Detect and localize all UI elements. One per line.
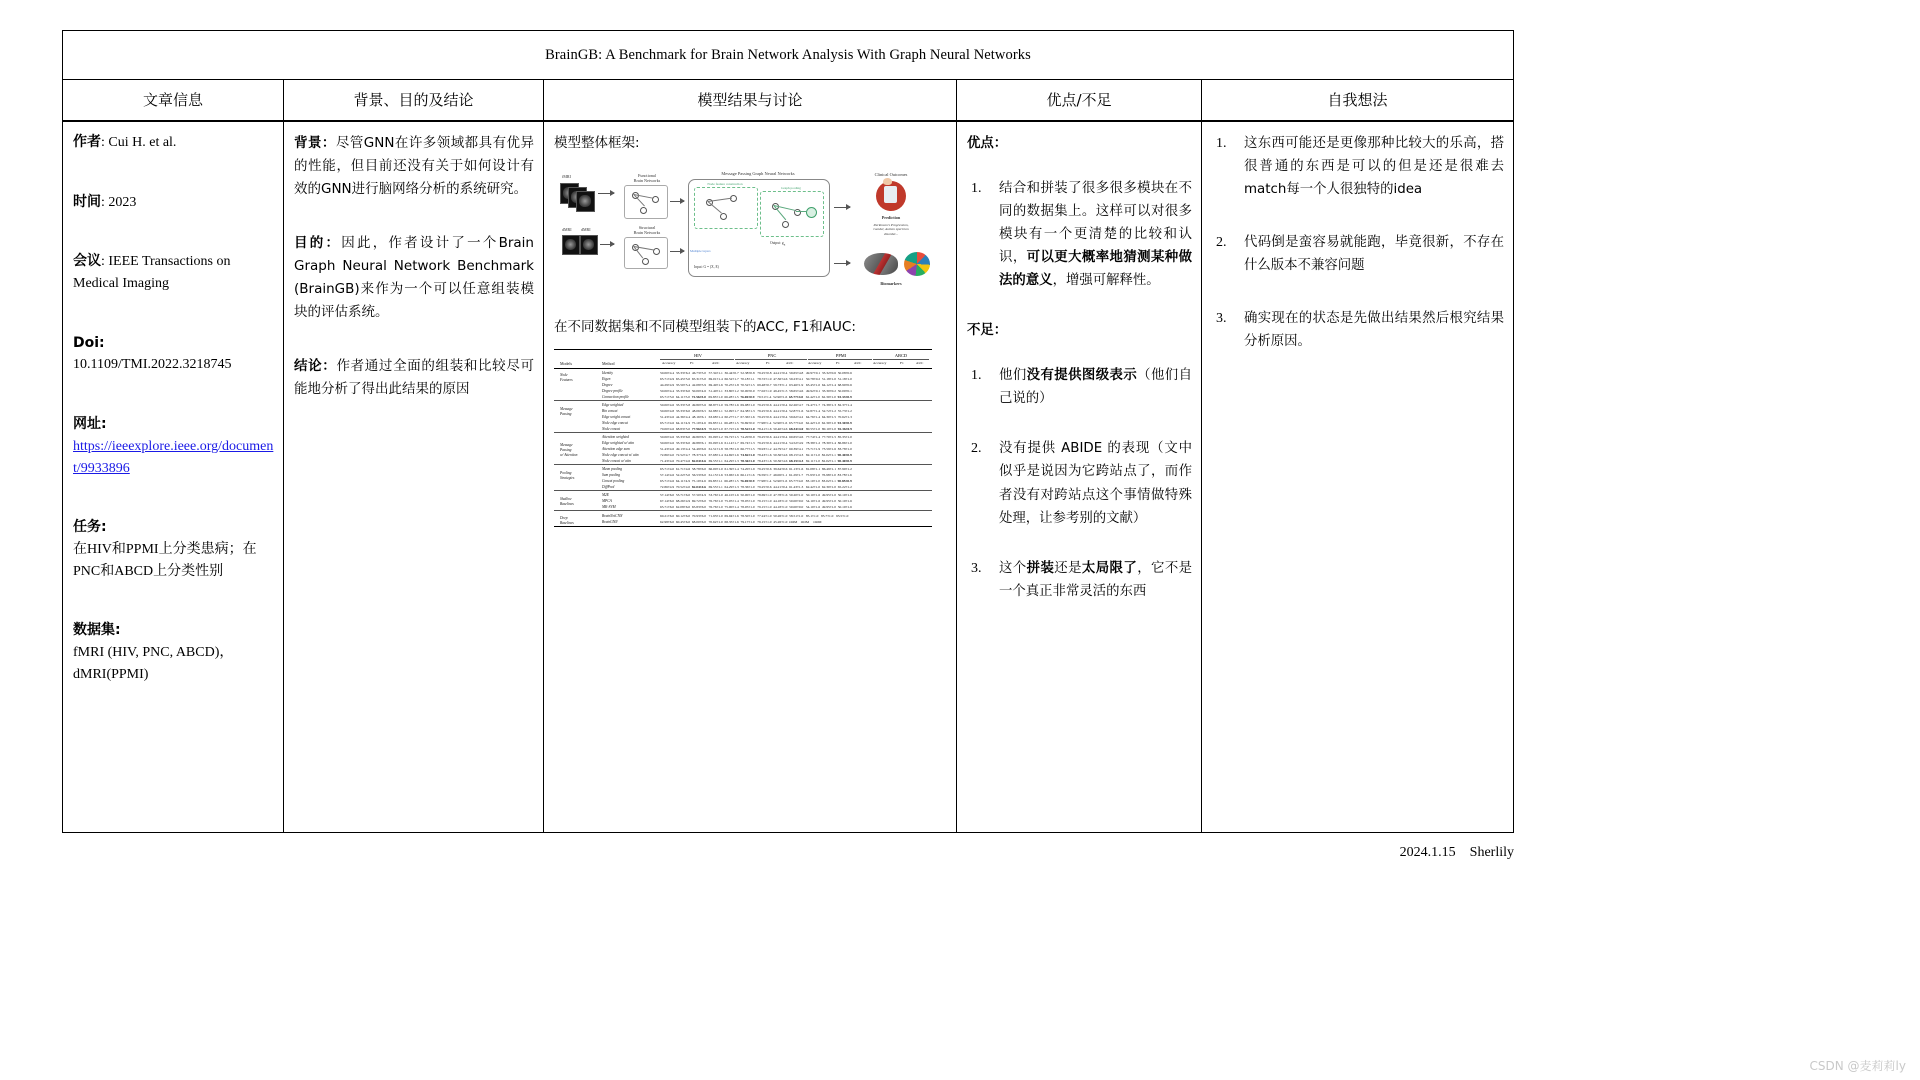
results-group-ppmi: PPMI [835,352,847,358]
label-output-g: Output: $g_n$ [770,240,786,247]
cell-results-discussion [544,122,957,832]
paragraph-purpose [294,232,534,325]
cons-list [967,364,1192,602]
cell-own-thoughts [1202,122,1513,832]
results-table-image: HIV PNC PPMI ABCD Models Method Accuracy F1 AUC Accuracy F1 AUC Accuracy F1 AUC Accuracy F1 AUC Node Features Identity Eigen Degree Degree profile Connection profile 50.00±4.4 33.33±6.2 46.73±5.0 57.34±1.1 36.44±0.7 52.38±0.8 79.25±0.8 44.21±0.4 59.65±4.8 49.97±0.1 33.32±0.6 50.08±0.6 65.71±4.9 65.45±5.0 65.31±5.0 69.01±1.4 66.52±1.7 70.18±1.1 78.72±1.9 47.36±4.6 59.23±4.1 50.78±0.2 51.18±1.0 51.18±1.0 44.29±4.9 35.50±5.4 42.08±5.9 69.49±1.6 70.25±1.8 70.52±1.5 69.48±0.7 59.73±1.1 63.46±1.9 63.45±1.0 64.12±1.4 68.90±0.6 50.00±4.4 33.33±6.0 50.00±4.6 51.40±1.1 33.80±1.2 50.00±0.0 77.02±1.9 49.45±1.5 58.65±4.6 49.92±0.1 33.30±0.2 50.00±0.1 65.71±5.0 64.11±5.0 72.56±5.0 69.83±1.0 66.28±1.5 76.69±0.9 79.51±1.4 52.90±1.6 65.77±4.0 62.42±1.0 62.30±1.0 93.33±0.9 Message Passing Edge weighted Bin concat Edge weight concat Node edge concat Node concat 50.00±4.6 33.33±5.8 49.80±5.6 68.87±1.0 59.78±1.6 69.98±1.0 79.25±0.6 44.21±0.4 62.26±4.7 74.47±1.7 74.38±1.3 82.37±1.4 50.00±4.8 33.33±6.0 48.06±6.5 62.88±1.1 52.09±1.7 64.38±1.3 79.25±0.6 44.21±0.4 52.87±1.6 52.87±1.4 52.72±1.2 55.73±1.2 51.43±4.6 44.36±4.4 48.16±6.1 63.68±1.4 60.27±1.7 67.36±1.6 79.25±0.6 44.21±0.4 59.62±4.2 64.76±1.4 64.30±1.5 70.62±1.3 65.71±4.6 64.11±4.9 75.10±4.6 69.83±1.1 66.28±1.5 76.69±0.9 77.98±1.4 52.90±1.6 65.77±4.0 62.42±1.0 62.30±1.0 93.30±0.9 70.00±4.6 68.83±5.0 77.96±4.9 70.62±1.0 67.72±1.6 78.52±1.0 78.41±1.6 50.40±4.6 68.34±4.0 80.55±1.0 80.10±1.0 92.36±0.9 Message Passing w/ Attention Attention weighted Edge weighted w/ attn Attention edge sum Node edge concat w/ attn Node concat w/ attn 50.00±4.6 33.33±6.0 49.80±6.5 65.09±1.2 59.72±1.5 74.20±0.9 79.25±0.6 44.21±0.4 60.65±4.6 77.74±1.4 77.70±1.5 85.35±1.0 50.00±4.6 33.33±6.0 49.88±6.1 65.09±1.6 61.14±1.7 69.74±1.3 79.25±0.6 44.21±0.4 54.52±4.9 78.38±1.2 78.30±1.4 86.86±1.0 51.43±4.6 49.13±4.4 54.49±6.6 61.51±1.8 58.78±1.9 66.77±1.5 78.93±1.2 44.79±4.7 60.39±4.1 73.71±1.9 73.59±1.6 83.78±1.0 72.86±4.0 72.52±4.7 78.37±4.9 67.68±1.4 64.69±1.6 74.82±1.0 78.43±1.6 50.36±4.6 68.15±4.3 82.11±1.0 82.02±1.1 90.40±0.9 71.43±4.6 70.47±4.6 82.04±4.6 69.55±1.1 64.29±1.3 78.36±1.0 78.43±1.6 50.36±4.6 68.15±4.3 82.11±1.0 82.02±1.1 90.40±0.9 Pooling Strategies Mean pooling Sum pooling Concat pooling DiffPool 65.71±4.0 61.71±4.6 58.78±6.0 66.00±1.0 61.39±1.4 74.20±1.9 79.25±0.6 39.64±0.6 61.13±1.6 81.08±1.1 86.49±1.1 87.90±1.2 57.14±4.6 52.22±5.0 56.53±6.0 61.15±1.6 53.96±1.6 66.11±1.6 76.59±1.7 49.06±1.1 61.29±1.7 75.93±1.0 76.98±1.0 83.78±1.6 65.71±4.6 64.11±4.9 75.10±4.6 69.83±1.1 66.28±1.5 76.69±0.9 77.98±1.4 52.90±1.6 65.77±4.0 83.10±1.0 83.02±1.1 90.85±0.9 72.86±4.9 70.52±4.0 82.04±4.6 69.55±1.1 64.29±1.3 78.36±1.0 79.25±0.6 44.21±0.4 61.43±1.3 62.42±1.0 62.30±1.0 65.22±1.2 Shallow Baselines M2E MPCA MK-SVM 57.14±6.0 53.71±6.0 57.50±4.9 53.76±1.0 46.10±1.6 50.00±1.0 78.69±1.0 47.78±1.6 50.20±1.0 50.10±1.6 49.95±1.0 50.10±1.6 67.14±6.0 68.26±4.9 69.72±6.0 76.76±1.0 75.05±1.4 78.05±1.0 79.15±1.0 44.18±1.0 50.00±0.0 54.10±1.6 49.95±1.0 50.10±1.6 65.71±6.0 62.08±6.0 65.83±6.0 76.76±1.0 75.00±1.4 78.05±1.0 79.15±1.0 44.18±1.0 50.00±0.0 54.10±1.6 49.95±1.0 50.10±1.6 Deep Baselines BrainNetCNN BrainGNN 60.21±6.0 60.12±6.0 70.93±6.0 71.93±1.0 69.94±1.6 78.50±1.0 77.24±1.0 50.26±1.0 58.51±1.0 85.1±1.0 85.7±1.0 93.5±1.0 62.98±6.0 60.45±6.0 68.00±6.0 70.62±1.0 68.35±1.6 79.17±1.0 79.15±1.0 45.26±1.0 OOM OOM OOM [554,347,932,527]
label-node-feature-construction: Node feature construction [707,181,743,186]
pros-label: 优点： [967,136,1008,151]
label-functional-brain-networks: Functional Brain Networks [633,172,661,184]
field-venue [73,251,274,294]
pros-item-text-2: ，增强可解释性。 [1052,273,1160,289]
figure2-caption: 在不同数据集和不同模型组装下的ACC, F1和AUC: [554,318,856,335]
pros-list [967,177,1192,292]
url-label: 网址: [73,416,107,433]
cons-item-bold-2: 太局限了 [1081,560,1138,576]
purpose-label: 目的： [294,234,342,251]
cons-item-text-3: ，它不是一个真正非常灵活的东西 [999,560,1193,599]
results-col-models: Models [560,360,572,366]
column-header-results-discussion: 模型结果与讨论 [544,80,957,120]
label-structural-brain-networks: Structural Brain Networks [633,224,661,236]
purpose-text: 因此，作者设计了一个Brain Graph Neural Network Benchmark (BrainGB)来作为一个可以任意组装模块的评估系统。 [294,234,534,321]
column-header-own-thoughts: 自我想法 [1327,91,1388,109]
author-label: 作者 [73,134,101,150]
column-header-background-purpose-conclusion: 背景、目的及结论 [284,80,544,120]
venue-label: 会议 [73,253,101,270]
doi-value: 10.1109/TMI.2022.3218745 [73,357,232,373]
dataset-label: 数据集: [73,622,121,639]
column-header-article-info: 文章信息 [63,80,284,120]
label-graph-pooling: Graph pooling [781,185,801,190]
cons-item [967,557,1192,603]
task-label: 任务: [73,519,107,536]
footer-signature [1180,845,1514,861]
field-author [73,132,274,154]
label-clinical-outcomes: Clinical Outcomes [874,171,908,177]
cell-pros-cons [957,122,1202,832]
author-value: : Cui H. et al. [101,135,177,150]
conclusion-text: 作者通过全面的组装和比较尽可能地分析了得出此结果的原因 [294,357,534,397]
cons-item-text-1: 他们 [999,368,1027,384]
cell-article-info [63,122,284,832]
framework-diagram [554,165,932,290]
label-prediction: Prediction [881,214,901,220]
pros-item-bold: 可以更大概率地猜测某种做法的意义 [999,250,1193,289]
paragraph-conclusion [294,355,534,401]
paper-url-link[interactable]: https://ieeexplore.ieee.org/document/9933896 [73,438,274,476]
doi-label: Doi: [73,334,105,351]
field-url [73,414,274,479]
label-biomarkers: Biomarkers [880,280,902,286]
label-dmri-left: dMRI [562,226,572,232]
venue-value: : IEEE Transactions on Medical Imaging [73,254,231,292]
page-title: BrainGB: A Benchmark for Brain Network Analysis With Graph Neural Networks [63,31,1513,80]
pros-item-text-1: 结合和拼装了很多很多模块在不同的数据集上。这样可以对很多模块有一个更清楚的比较和认识， [999,181,1192,266]
results-group-abcd: ABCD [894,352,908,358]
cons-item [967,437,1192,529]
paragraph-background [294,132,534,202]
field-doi [73,333,274,376]
cons-item-bold: 拼装 [1026,560,1055,576]
date-value: : 2023 [101,194,137,210]
pros-item [967,177,1192,292]
cons-item-text-1: 这个 [999,560,1027,576]
figure1-caption: 模型整体框架: [554,135,640,151]
cons-label: 不足： [967,323,1008,339]
field-dataset [73,620,274,685]
background-text: 尽管GNN在许多领域都具有优异的性能，但目前还没有关于如何设计有效的GNN进行脑网络分析的系统研究。 [294,135,534,198]
field-task [73,517,274,582]
thoughts-item: 代码倒是蛮容易就能跑，毕竟很新，不存在什么版本不兼容问题 [1244,235,1504,274]
cons-item-text-2: （他们自己说的） [999,368,1193,407]
label-fmri: fMRI [562,173,571,179]
label-prediction-targets: Parkinson's Progression, Gender, Autism spectrum disorder... [873,222,909,237]
cell-background-purpose-conclusion [284,122,544,832]
footer-author: Sherlily [1469,845,1514,860]
framework-figure [554,165,947,290]
date-label: 时间 [73,193,101,210]
cons-item-text-1: 没有提供 ABIDE 的表现（文中似乎是说因为它跨站点了，而作者没有对跨站点这个事情做特殊处理，让参考别的文献） [999,441,1192,526]
thoughts-item: 确实现在的状态是先做出结果然后根究结果分析原因。 [1244,311,1504,350]
conclusion-label: 结论： [294,357,337,374]
thoughts-list [1212,132,1504,353]
notes-table [62,30,1514,833]
label-multiple-layers: Multiple layers [690,248,711,253]
dataset-value: fMRI (HIV, PNC, ABCD)，dMRI(PPMI) [73,644,234,682]
task-value: 在HIV和PPMI上分类患病；在PNC和ABCD上分类性别 [73,541,257,579]
table-body-row [63,122,1513,832]
label-input-g: Input: G = (X, E) [694,264,719,269]
results-group-pnc: PNC [767,352,777,358]
csdn-watermark: CSDN @麦莉莉ly [1809,1059,1906,1073]
cons-item-bold: 没有提供图级表示 [1026,368,1138,384]
label-message-passing-gnn: Message Passing Graph Neural Networks [721,170,795,176]
table-header-row [63,80,1513,122]
column-header-pros-cons: 优点/不足 [957,80,1202,120]
background-label: 背景： [294,135,336,151]
results-table-figure [554,347,932,527]
thoughts-item: 这东西可能还是更像那种比较大的乐高，搭很普通的东西是可以的但是还是很难去match每一个人很独特的idea [1244,136,1504,198]
field-date [73,192,274,214]
cons-item-text-2: 还是 [1054,560,1082,576]
label-dmri-right: dMRI [581,226,591,232]
footer-date: 2024.1.15 [1399,845,1456,860]
cons-item [967,364,1192,410]
results-group-hiv: HIV [694,352,702,358]
results-col-method: Method [602,360,615,366]
